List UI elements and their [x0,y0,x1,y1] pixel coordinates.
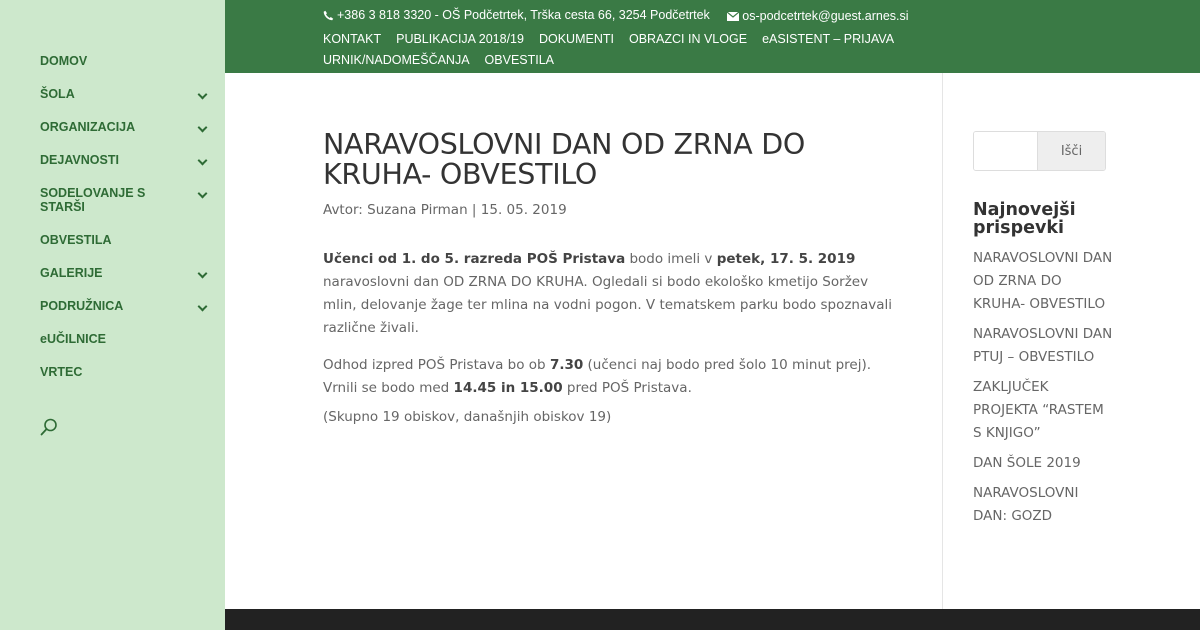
left-sidebar [0,0,225,630]
text: pred POŠ Pristava. [562,380,692,396]
text: Odhod izpred POŠ Pristava bo ob [323,357,550,373]
bold-text: 7.30 [549,357,584,373]
bold-text: Učenci od 1. do 5. razreda POŠ Pristava [323,251,626,267]
nav-item-organizacija[interactable] [40,120,210,134]
nav-item-galerije[interactable] [40,266,210,280]
page-title: NARAVOSLOVNI DAN OD ZRNA DO KRUHA- OBVESTILO [323,128,805,191]
search-icon[interactable] [40,418,58,436]
bold-text: 14.45 in 15.00 [453,380,563,396]
top-nav [323,29,1063,71]
topnav-obvestila[interactable]: OBVESTILA [484,53,555,67]
email-link[interactable]: os-podcetrtek@guest.arnes.si [742,9,909,23]
text: naravoslovni dan OD ZRNA DO KRUHA. Ogledali si bodo ekološko kmetijo Soržev mlin, delovanje žage ter mlina na vodni pogon. V tematskem parku bodo spoznavali različne živali. [323,274,893,336]
nav-item-label: GALERIJE [40,266,103,280]
topnav-obrazci[interactable]: OBRAZCI IN VLOGE [628,32,748,46]
sidebar-divider [942,73,943,609]
chevron-down-icon[interactable] [198,123,208,133]
meta-separator: | [467,202,481,218]
footer [225,609,1200,630]
nav-item-label: DOMOV [40,54,88,68]
top-header [225,0,1200,73]
nav-item-eucilnice[interactable] [40,332,210,346]
main-nav [40,54,210,398]
chevron-down-icon[interactable] [198,90,208,100]
text: bodo imeli v [625,251,717,267]
recent-post-link[interactable]: NARAVOSLOVNI DAN OD ZRNA DO KRUHA- OBVESTILO [973,250,1113,312]
nav-item-label: ORGANIZACIJA [40,120,136,134]
phone-item [323,8,710,22]
nav-item-label: DEJAVNOSTI [40,153,119,167]
author-link[interactable]: Suzana Pirman [367,202,468,218]
recent-post-link[interactable]: ZAKLJUČEK PROJEKTA “RASTEM S KNJIGO” [973,379,1104,441]
chevron-down-icon[interactable] [198,189,208,199]
search-input[interactable] [974,132,1037,170]
email-item[interactable] [727,9,908,23]
contact-info [323,8,923,24]
nav-item-label: OBVESTILA [40,233,112,247]
meta-prefix: Avtor: [323,202,368,218]
post-content [323,130,903,443]
topnav-easistent[interactable]: eASISTENT – PRIJAVA [762,32,895,46]
recent-post-link[interactable]: DAN ŠOLE 2019 [973,455,1081,471]
nav-item-label: PODRUŽNICA [40,299,124,313]
post-meta [323,202,903,218]
topnav-urnik[interactable]: URNIK/NADOMEŠČANJA [323,53,470,67]
paragraph-2 [323,354,903,400]
nav-item-label: ŠOLA [40,87,75,101]
topnav-publikacija[interactable]: PUBLIKACIJA 2018/19 [396,32,524,46]
nav-item-obvestila[interactable] [40,233,210,247]
nav-item-sodelovanje[interactable] [40,186,210,214]
nav-item-domov[interactable] [40,54,210,68]
nav-item-podruznica[interactable] [40,299,210,313]
post-body [323,248,903,429]
nav-item-dejavnosti[interactable] [40,153,210,167]
recent-post-link[interactable]: NARAVOSLOVNI DAN: GOZD [973,485,1079,524]
nav-item-label: SODELOVANJE S STARŠI [40,186,146,214]
recent-posts-title: Najnovejši prispevki [973,200,1076,238]
chevron-down-icon[interactable] [198,302,208,312]
phone-address: +386 3 818 3320 - OŠ Podčetrtek, Trška cesta 66, 3254 Podčetrtek [337,8,710,22]
nav-item-vrtec[interactable] [40,365,210,379]
nav-item-sola[interactable] [40,87,210,101]
nav-item-label: VRTEC [40,365,83,379]
chevron-down-icon[interactable] [198,156,208,166]
search-form [973,131,1106,171]
post-date: 15. 05. 2019 [480,202,567,218]
paragraph-1 [323,248,903,340]
search-button[interactable]: Išči [1037,132,1105,170]
visit-counter: (Skupno 19 obiskov, današnjih obiskov 19) [323,409,612,425]
envelope-icon [727,12,739,21]
nav-item-label: eUČILNICE [40,332,106,346]
recent-post-link[interactable]: NARAVOSLOVNI DAN PTUJ – OBVESTILO [973,326,1113,365]
recent-posts-list [973,247,1113,535]
topnav-dokumenti[interactable]: DOKUMENTI [538,32,614,46]
phone-icon [323,10,334,21]
bold-text: petek, 17. 5. 2019 [716,251,856,267]
text: (učenci naj bodo pred šolo 10 minut prej). Vrnili se bodo med [323,357,872,396]
topnav-kontakt[interactable]: KONTAKT [323,32,382,46]
chevron-down-icon[interactable] [198,269,208,279]
